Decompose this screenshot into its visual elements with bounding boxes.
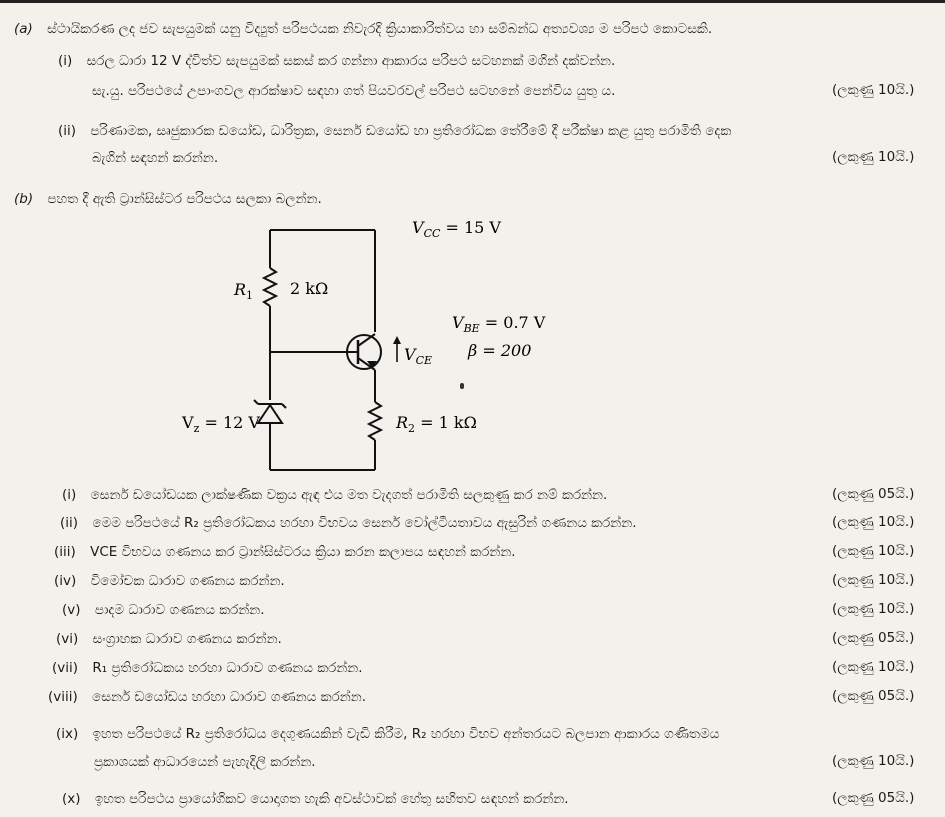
part-a-item-i-marks: (ලකුණු 10යි.)	[832, 82, 915, 98]
vz-label: $V_z = 12$ V	[182, 413, 260, 435]
part-a-intro-text: ස්ථායිකරණ ලද ජව සැපයුමක් යනු විද්‍යුත් පරිපථයක නිවැරදි ක්‍රියාකාරිත්වය හා සම්බන්ධ අත්‍යවශ්‍ය ම පරිපථ කොටසකි.	[47, 21, 713, 37]
top-rule	[0, 0, 945, 3]
r1-label: $R_1$	[234, 280, 254, 302]
part-a-item-ii-line2: බැගින් සඳහන් කරන්න.	[92, 150, 219, 166]
part-b-label: (b)	[14, 191, 34, 207]
part-b-item-ix-line2: ප්‍රකාශයක් ආධාරයෙන් පැහැදිලි කරන්න.	[94, 754, 316, 770]
part-b-intro	[14, 190, 322, 208]
part-b-item-i	[62, 486, 607, 504]
part-b-item-ii	[60, 514, 637, 532]
vcc-label: $V_{CC} = 15$ V	[412, 218, 501, 240]
part-b-item-vi-text: සංග්‍රාහක ධාරාව ගණනය කරන්න.	[92, 631, 282, 647]
part-a-item-i-text: සරල ධාරා 12 V ද්විත්ව සැපයුමක් සකස් කර ගන්නා ආකාරය පරිපථ සටහනක් මගින් දක්වන්න.	[86, 53, 616, 69]
part-b-item-ix-num: (ix)	[56, 726, 79, 742]
part-b-item-vii-text: R₁ ප්‍රතිරෝධකය හරහා ධාරාව ගණනය කරන්න.	[92, 660, 363, 676]
part-b-item-vi-marks: (ලකුණු 05යි.)	[832, 630, 915, 646]
beta-label: β = 200	[468, 341, 532, 360]
part-b-item-i-marks: (ලකුණු 05යි.)	[832, 486, 915, 502]
part-b-item-ii-num: (ii)	[60, 515, 79, 531]
part-b-item-x-marks: (ලකුණු 05යි.)	[832, 790, 915, 806]
part-b-item-v	[62, 601, 265, 619]
part-a-item-ii-marks: (ලකුණු 10යි.)	[832, 149, 915, 165]
part-a-item-ii-line1	[58, 122, 731, 140]
part-b-item-v-text: පාදම ධාරාව ගණනය කරන්න.	[94, 602, 265, 618]
part-b-item-iv-text: විමෝචක ධාරාව ගණනය කරන්න.	[90, 573, 285, 589]
transistor-circuit-diagram	[182, 210, 560, 480]
part-b-item-v-marks: (ලකුණු 10යි.)	[832, 601, 915, 617]
part-a-item-ii-num: (ii)	[58, 123, 77, 139]
part-b-item-vii-marks: (ලකුණු 10යි.)	[832, 659, 915, 675]
part-b-item-iv-marks: (ලකුණු 10යි.)	[832, 572, 915, 588]
part-b-item-v-num: (v)	[62, 602, 81, 618]
r2-label: $R_2 = 1$ kΩ	[396, 413, 477, 435]
part-b-item-viii-num: (viii)	[48, 689, 78, 705]
part-b-item-ii-text: මෙම පරිපථයේ R₂ ප්‍රතිරෝධකය හරහා විභවය සෙනර් වෝල්ටීයතාවය ඇසුරින් ගණනය කරන්න.	[92, 515, 637, 531]
part-b-item-ix-line1	[56, 725, 719, 743]
part-b-item-iv-num: (iv)	[54, 573, 77, 589]
part-a-item-i-line2: සැ.යු. පරිපථයේ උපාංගවල ආරක්ෂාව සඳහා ගත් පියවරවල් පරිපථ සටහනේ පෙන්විය යුතු ය.	[92, 83, 616, 99]
r1-resistor	[264, 268, 276, 306]
part-b-item-iv	[54, 572, 285, 590]
vbe-label: $V_{BE} = 0.7$ V	[452, 313, 546, 335]
vce-label: $V_{CE}$	[404, 345, 433, 367]
part-b-item-viii-text: සෙනර් ඩයෝඩය හරහා ධාරාව ගණනය කරන්න.	[92, 689, 367, 705]
part-b-item-vi	[56, 630, 282, 648]
zener-triangle	[258, 405, 282, 423]
vce-arrow-head	[393, 336, 401, 344]
part-b-item-vii	[52, 659, 363, 677]
part-a-item-i-num: (i)	[58, 53, 73, 69]
part-b-item-x-num: (x)	[62, 791, 81, 807]
r2-resistor	[369, 402, 381, 440]
part-b-item-x-text: ඉහත පරිපථය ප්‍රායෝගිකව යොදාගත හැකි අවස්ථාවක් හේතු සහිතව සඳහන් කරන්න.	[94, 791, 569, 807]
part-b-item-iii-text: VCE විභවය ගණනය කර ට්‍රාන්සිස්ටරය ක්‍රියා කරන කලාපය සඳහන් කරන්න.	[90, 544, 516, 560]
part-b-item-ix-text: ඉහත පරිපථයේ R₂ ප්‍රතිරෝධය දෙගුණයකින් වැඩි කිරීම, R₂ හරහා විභව අන්තරයට බලපාන ආකාරය ගණිතමය	[92, 726, 720, 742]
part-b-item-iii-marks: (ලකුණු 10යි.)	[832, 543, 915, 559]
part-b-item-vi-num: (vi)	[56, 631, 79, 647]
part-b-intro-text: පහත දී ඇති ට්‍රාන්සිස්ටර පරිපථය සලකා බලන්න.	[47, 191, 322, 207]
part-b-item-iii-num: (iii)	[54, 544, 76, 560]
part-b-item-i-num: (i)	[62, 487, 77, 503]
part-a-label: (a)	[14, 21, 33, 37]
part-b-item-x	[62, 790, 569, 808]
part-a-item-ii-text: පරිණාමක, සෘජුකාරක ඩයෝඩ, ධාරිත්‍රක, සෙනර් ඩයෝඩ හා ප්‍රතිරෝධක තේරීමේ දී පරීක්ෂා කළ යුතු පරාමිති දෙක	[90, 123, 732, 139]
part-b-item-ii-marks: (ලකුණු 10යි.)	[832, 514, 915, 530]
part-b-item-viii	[48, 688, 366, 706]
part-b-item-viii-marks: (ලකුණු 05යි.)	[832, 688, 915, 704]
part-a-item-i-line1	[58, 52, 615, 70]
part-b-item-i-text: සෙනර් ඩයෝඩයක ලාක්ෂණික වක්‍රය ඇඳ එය මත වැදගත් පරාමිති සලකුණු කර නම් කරන්න.	[90, 487, 608, 503]
stray-ink-dot	[460, 383, 464, 389]
part-b-item-ix-marks: (ලකුණු 10යි.)	[832, 753, 915, 769]
r1-value: 2 kΩ	[290, 279, 329, 298]
part-b-item-iii	[54, 543, 516, 561]
part-b-item-vii-num: (vii)	[52, 660, 79, 676]
part-a-intro	[14, 20, 712, 38]
